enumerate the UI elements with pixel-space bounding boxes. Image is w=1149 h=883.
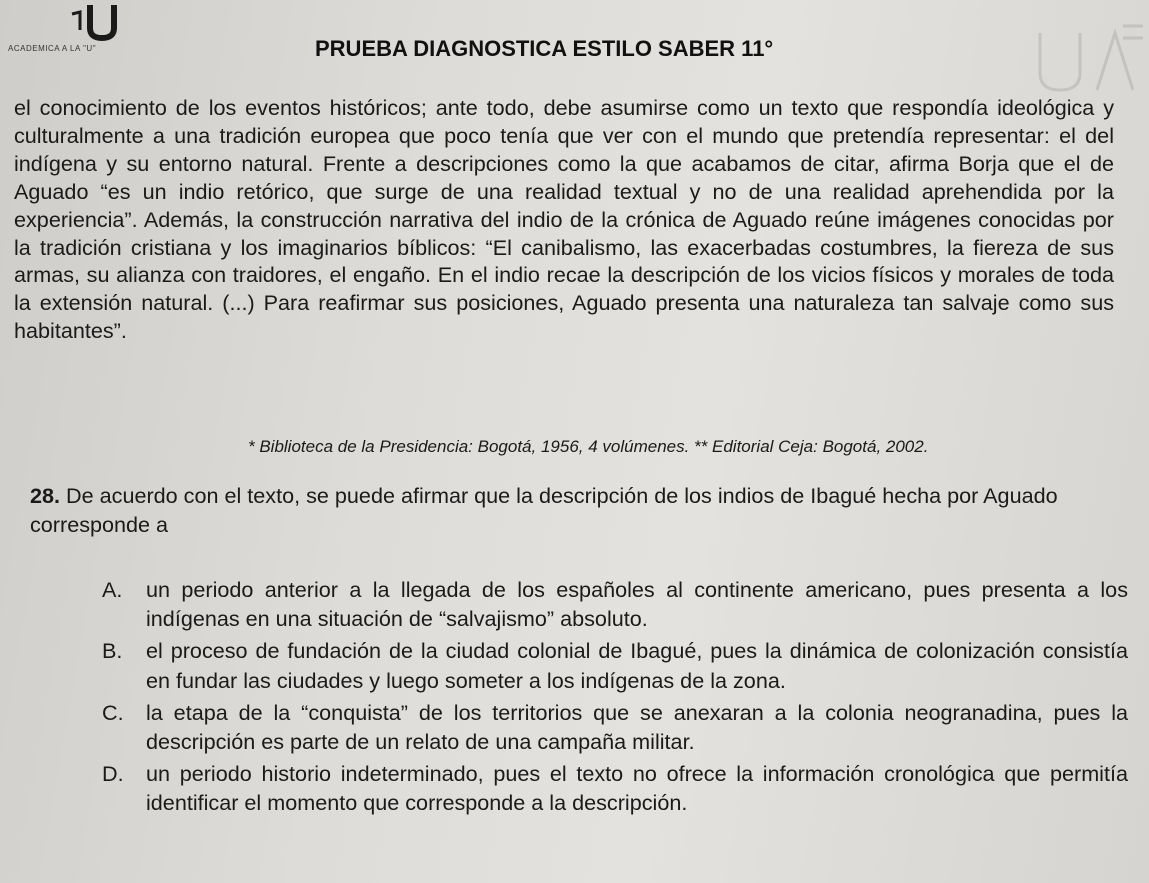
option-letter: C. bbox=[102, 699, 124, 725]
watermark-logo-icon bbox=[1035, 18, 1145, 98]
reading-passage bbox=[14, 94, 1114, 345]
logo-caption: ACADEMICA A LA "U" bbox=[8, 44, 97, 53]
option-letter: B. bbox=[102, 638, 123, 664]
question-28 bbox=[30, 481, 1120, 539]
page-title: PRUEBA DIAGNOSTICA ESTILO SABER 11° bbox=[315, 36, 774, 61]
u-logo-icon bbox=[50, 2, 120, 42]
option-text: un periodo anterior a la llegada de los españoles al continente americano, pues presenta a los indígenas en una situación de “salvajismo” absoluto. bbox=[146, 577, 1128, 632]
option-letter: D. bbox=[102, 761, 124, 787]
answer-options bbox=[100, 575, 1128, 821]
option-letter: A. bbox=[102, 577, 123, 602]
academy-logo bbox=[8, 2, 148, 58]
question-stem: De acuerdo con el texto, se puede afirmar que la descripción de los indios de Ibagué hecha por Aguado corresponde a bbox=[30, 483, 1058, 537]
passage-text: el conocimiento de los eventos históricos; ante todo, debe asumirse como un texto que respondía ideológica y culturalmente a una tradición europea que poco tenía que ver con el mundo que pretendía representar: el del indígena y su entorno natural. Frente a descripciones como la que acabamos de citar, afirma Borja que el de Aguado “es un indio retórico, que surge de una realidad textual y no de una realidad aprehendida por la experiencia”. Además, la construcción narrativa del indio de la crónica de Aguado reúne imágenes conocidas por la tradición cristiana y los imaginarios bíblicos: “El canibalismo, las exacerbadas costumbres, la fiereza de sus armas, su alianza con traidores, el engaño. En el indio recae la descripción de los vicios físicos y morales de toda la extensión natural. (...) Para reafirmar sus posiciones, Aguado presenta una naturaleza tan salvaje como sus habitantes”. bbox=[14, 95, 1114, 344]
footnote: * Biblioteca de la Presidencia: Bogotá, 1956, 4 volúmenes. ** Editorial Ceja: Bogotá, 2002. bbox=[248, 437, 929, 456]
option-text: la etapa de la “conquista” de los territorios que se anexaran a la colonia neogranadina, pues la descripción es parte de un relato de una campaña militar. bbox=[146, 699, 1128, 755]
option-text: el proceso de fundación de la ciudad colonial de Ibagué, pues la dinámica de colonización consistía en fundar las ciudades y luego someter a los indígenas de la zona. bbox=[146, 638, 1128, 693]
option-c[interactable] bbox=[100, 698, 1128, 756]
question-number: 28. bbox=[30, 483, 61, 508]
option-b[interactable] bbox=[100, 636, 1128, 694]
option-d[interactable] bbox=[100, 759, 1128, 817]
option-a[interactable] bbox=[100, 575, 1128, 633]
option-text: un periodo historio indeterminado, pues el texto no ofrece la información cronológica que permitía identificar el momento que corresponde a la descripción. bbox=[146, 761, 1128, 816]
